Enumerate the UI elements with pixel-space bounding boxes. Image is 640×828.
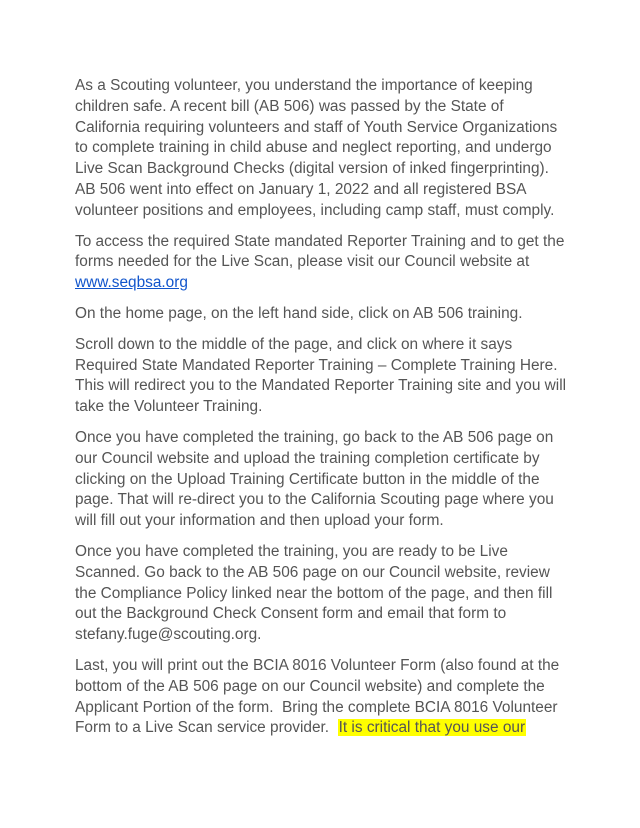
paragraph-last <box>75 656 570 739</box>
paragraph-intro <box>75 76 570 222</box>
council-website-link[interactable]: www.seqbsa.org <box>75 274 188 292</box>
document-body <box>75 76 570 749</box>
paragraph-scroll <box>75 335 570 418</box>
paragraph-intro-text: As a Scouting volunteer, you understand the importance of keeping children safe. A recent bill (AB 506) was passed by the State of California requiring volunteers and staff of Youth Service Organizations to complete training in child abuse and neglect reporting, and undergo Live Scan Background Checks (digital version of inked fingerprinting). AB 506 went into effect on January 1, 2022 and all registered BSA volunteer positions and employees, including camp staff, must comply. <box>75 77 558 219</box>
paragraph-access-text: To access the required State mandated Reporter Training and to get the forms needed for the Live Scan, please visit our Council website at <box>75 232 565 271</box>
paragraph-last-text: Last, you will print out the BCIA 8016 Volunteer Form (also found at the bottom of the AB 506 page on our Council website) and complete the Applicant Portion of the form. Bring the complete BCIA 8016 Volunteer Form to a Live Scan service provider. <box>75 656 564 737</box>
paragraph-home-page <box>75 304 570 325</box>
paragraph-upload-text: Once you have completed the training, go back to the AB 506 page on our Council website and upload the training completion certificate by clicking on the Upload Training Certificate button in the middle of the page. That will re-direct you to the California Scouting page where you will fill out your information and then upload your form. <box>75 428 554 530</box>
paragraph-live-scan <box>75 542 570 646</box>
paragraph-upload <box>75 428 570 532</box>
paragraph-live-scan-text: Once you have completed the training, you are ready to be Live Scanned. Go back to the AB 506 page on our Council website, review the Compliance Policy linked near the bottom of the page, and then fill out the Background Check Consent form and email that form to stefany.fuge@scouting.org. <box>75 542 553 644</box>
highlighted-text: It is critical that you use our <box>338 719 526 737</box>
paragraph-home-page-text: On the home page, on the left hand side, click on AB 506 training. <box>75 304 523 322</box>
paragraph-scroll-text: Scroll down to the middle of the page, and click on where it says Required State Mandated Reporter Training – Complete Training Here. This will redirect you to the Mandated Reporter Training site and you will take the Volunteer Training. <box>75 335 567 416</box>
paragraph-access <box>75 232 570 294</box>
